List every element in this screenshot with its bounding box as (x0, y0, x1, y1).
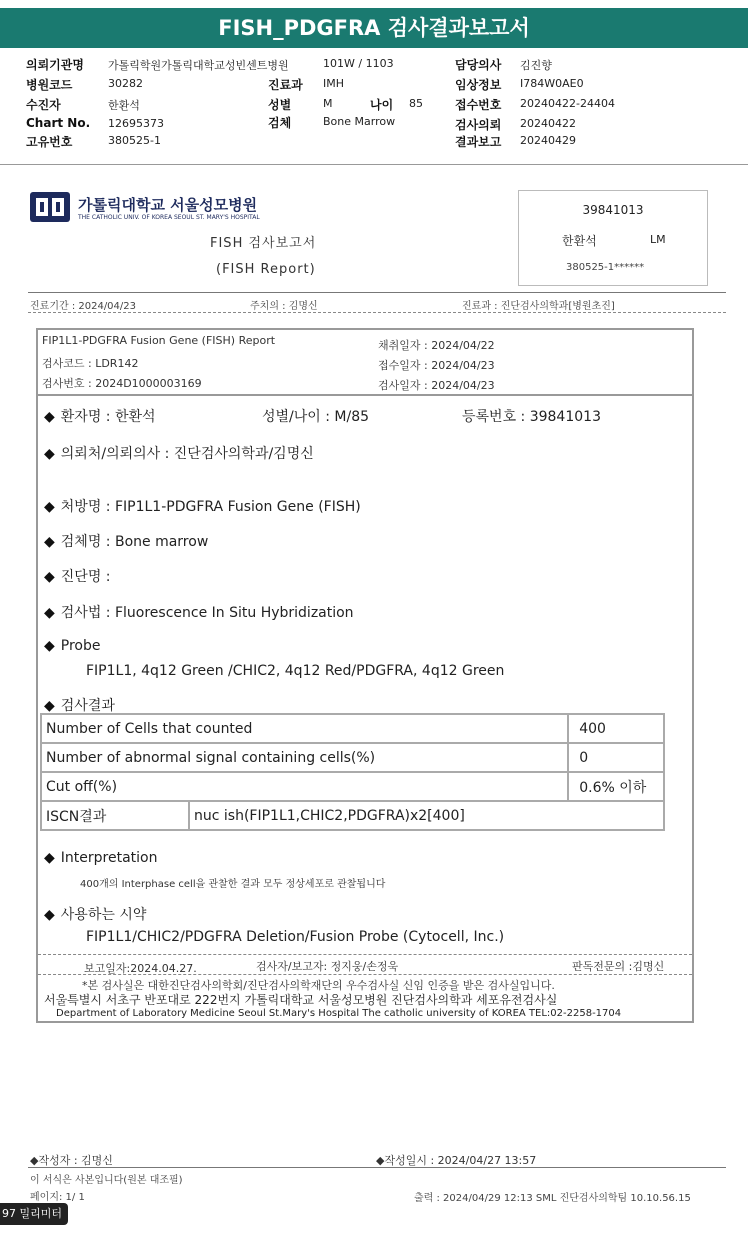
table-row (41, 772, 664, 801)
referral: 의뢰처/의뢰의사 : 진단검사의학과/김명신 (60, 446, 314, 462)
header-value-specimen: Bone Marrow (323, 115, 396, 128)
result-label: Number of Cells that counted (41, 714, 568, 743)
probe-text: FIP1L1, 4q12 Green /CHIC2, 4q12 Red/PDGFRA, 4q12 Green (86, 663, 505, 679)
table-row (41, 743, 664, 772)
header-label-result-report: 결과보고 (455, 135, 502, 149)
hospital-name: 가톨릭대학교 서울성모병원 (78, 196, 258, 214)
prescription-row (44, 496, 361, 516)
period-bottom-divider (28, 312, 726, 313)
patient-name: 환자명 : 한환석 (60, 409, 156, 425)
patient-box-name: 한환석 (562, 234, 597, 248)
patient-sexage: 성별/나이 : M/85 (262, 409, 370, 425)
hospital-name-english: THE CATHOLIC UNIV. OF KOREA SEOUL ST. MARY'S HOSPITAL (78, 214, 260, 221)
test-code: 검사코드 : LDR142 (42, 357, 139, 370)
header-label-dept: 진료과 (268, 78, 303, 92)
method-row (44, 602, 354, 622)
header-label-chart-no: Chart No. (26, 116, 91, 130)
diagnosis-row (44, 566, 111, 586)
header-label-test-request: 검사의뢰 (455, 118, 502, 132)
result-value: 0.6% 이하 (568, 772, 664, 801)
attending-doctor: 주치의 : 김명신 (250, 301, 318, 312)
header-label-hospital-code: 병원코드 (26, 78, 73, 92)
diagnosis: 진단명 : (60, 569, 111, 585)
result-label: Cut off(%) (41, 772, 568, 801)
patient-box-sexage: LM (650, 233, 666, 246)
diamond-icon: ◆ (44, 446, 55, 462)
collected-date: 채취일자 : 2024/04/22 (378, 339, 495, 352)
patient-box-reg: 380525-1****** (566, 262, 645, 273)
reagent-text: FIP1L1/CHIC2/PDGFRA Deletion/Fusion Probe (Cytocell, Inc.) (86, 929, 505, 945)
header-value-doctor: 김진향 (520, 59, 552, 72)
header-value-chart-no: 12695373 (108, 117, 164, 130)
specimen: 검체명 : Bone marrow (60, 534, 209, 550)
table-row (41, 714, 664, 743)
certification-line: *본 검사실은 대한진단검사의학회/진단검사의학재단의 우수검사실 신임 인증을 받은 검사실입니다. (82, 979, 555, 992)
patient-regno: 등록번호 : 39841013 (462, 409, 601, 425)
header-value-age: 85 (409, 97, 423, 110)
examiner: 검사자/보고자: 정지웅/손정욱 (256, 960, 399, 973)
title-bar (0, 8, 748, 48)
diamond-icon: ◆ (44, 850, 55, 866)
header-value-clinical-info: I784W0AE0 (520, 77, 584, 90)
result-row (44, 695, 115, 715)
prescription: 처방명 : FIP1L1-PDGFRA Fusion Gene (FISH) (60, 499, 361, 515)
header-value-result-report: 20240429 (520, 134, 576, 147)
test-name: FIP1L1-PDGFRA Fusion Gene (FISH) Report (42, 334, 276, 347)
header-label-patient: 수진자 (26, 98, 61, 112)
author: ◆작성자 : 김명신 (30, 1154, 113, 1167)
header-value-institution: 가톨릭학원가톨릭대학교성빈센트병원 (108, 59, 289, 72)
header-label-unique-no: 고유번호 (26, 135, 73, 149)
address-korean: 서울특별시 서초구 반포대로 222번지 가톨릭대학교 서울성모병원 진단검사의학과 세포유전검사실 (44, 993, 558, 1007)
method: 검사법 : Fluorescence In Situ Hybridization (60, 605, 354, 621)
result-label: Number of abnormal signal containing cells(%) (41, 743, 568, 772)
patient-box-id: 39841013 (582, 203, 644, 217)
interpretation-text: 400개의 Interphase cell을 관찰한 결과 모두 정상세포로 관찰됩니다 (80, 879, 386, 890)
page-title: FISH_PDGFRA 검사결과보고서 (218, 16, 530, 40)
header-value-dept: IMH (323, 77, 345, 90)
result-value: 400 (568, 714, 664, 743)
header-label-clinical-info: 임상정보 (455, 78, 502, 92)
specimen-row (44, 531, 208, 551)
hospital-logo-icon (30, 192, 70, 222)
header-value-receipt-no: 20240422-24404 (520, 97, 615, 110)
bottom-divider (38, 954, 692, 955)
header-label-doctor: 담당의사 (455, 58, 502, 72)
reagent-row (44, 904, 146, 924)
diamond-icon: ◆ (44, 409, 55, 425)
diamond-icon: ◆ (44, 569, 55, 585)
copy-note: 이 서식은 사본입니다(원본 대조필) (30, 1175, 183, 1186)
interpretation-row (44, 850, 157, 866)
result-value: 0 (568, 743, 664, 772)
header-label-age: 나이 (370, 98, 394, 112)
test-number: 검사번호 : 2024D1000003169 (42, 377, 202, 390)
written-datetime: ◆작성일시 : 2024/04/27 13:57 (376, 1154, 537, 1167)
diamond-icon: ◆ (44, 499, 55, 515)
header-label-receipt-no: 접수번호 (455, 98, 502, 112)
header-value-ward: 101W / 1103 (323, 57, 394, 70)
header-value-unique-no: 380525-1 (108, 134, 161, 147)
treatment-period: 진료기간 : 2024/04/23 (30, 301, 137, 312)
header-value-patient: 한환석 (108, 99, 140, 112)
page-number: 페이지: 1/ 1 (30, 1192, 85, 1203)
address-english: Department of Laboratory Medicine Seoul St.Mary's Hospital The catholic university of KOREA TEL:02-2258-1704 (56, 1008, 622, 1019)
reagent-title: 사용하는 시약 (60, 907, 147, 923)
header-value-test-request: 20240422 (520, 117, 576, 130)
probe-title: Probe (60, 638, 101, 654)
diamond-icon: ◆ (44, 698, 55, 714)
diamond-icon: ◆ (44, 907, 55, 923)
header-value-hospital-code: 30282 (108, 77, 143, 90)
header-label-sex: 성별 (268, 98, 292, 112)
treatment-dept: 진료과 : 진단검사의학과[병원초진] (462, 301, 615, 312)
patient-name-row (44, 406, 156, 426)
diamond-icon: ◆ (44, 638, 55, 654)
header-label-specimen: 검체 (268, 116, 292, 130)
results-table (40, 713, 665, 831)
header-divider (0, 164, 748, 165)
received-date: 접수일자 : 2024/04/23 (378, 359, 495, 372)
diamond-icon: ◆ (44, 534, 55, 550)
report-date: 보고일자:2024.04.27. (84, 962, 197, 975)
ruler-measurement-badge: 97 밀리미터 (0, 1203, 68, 1225)
period-top-divider (28, 292, 726, 293)
referral-row (44, 443, 314, 463)
header-value-sex: M (323, 97, 333, 110)
tested-date: 검사일자 : 2024/04/23 (378, 379, 495, 392)
iscn-value: nuc ish(FIP1L1,CHIC2,PDGFRA)x2[400] (189, 801, 664, 830)
bottom-divider-2 (38, 974, 692, 975)
reviewer: 판독전문의 :김명신 (572, 960, 665, 973)
iscn-label: ISCN결과 (41, 801, 189, 830)
print-info: 출력 : 2024/04/29 12:13 SML 진단검사의학팀 10.10.56.15 (414, 1193, 691, 1204)
table-row (41, 801, 664, 830)
footer-divider (28, 1167, 726, 1168)
box-head-divider (36, 394, 694, 396)
report-title-english: (FISH Report) (216, 262, 316, 277)
report-title-korean: FISH 검사보고서 (210, 236, 317, 251)
header-label-institution: 의뢰기관명 (26, 58, 84, 72)
interpretation-title: Interpretation (60, 850, 158, 866)
probe-row (44, 638, 101, 654)
diamond-icon: ◆ (44, 605, 55, 621)
result-title: 검사결과 (60, 698, 115, 714)
